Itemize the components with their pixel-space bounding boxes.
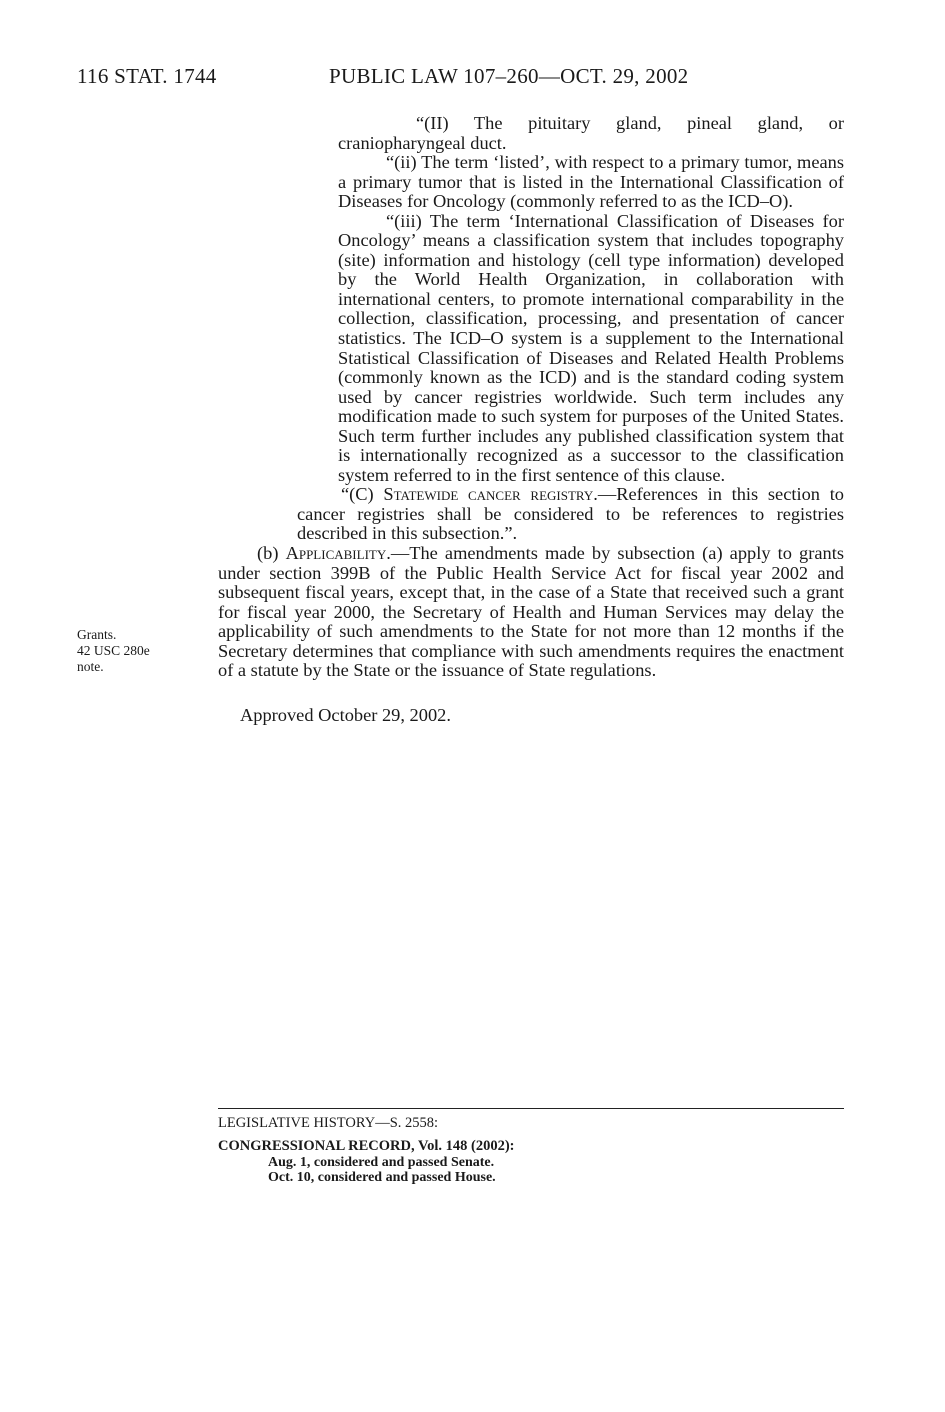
divider-rule xyxy=(218,1108,844,1109)
paragraph-heading: Statewide cancer registry xyxy=(383,484,594,505)
stat-page-number: 116 STAT. 1744 xyxy=(77,64,217,88)
legislative-history-title: LEGISLATIVE HISTORY—S. 2558: xyxy=(218,1115,439,1131)
paragraph-heading: Applicability xyxy=(285,543,387,564)
paragraph-clause-ii: “(ii) The term ‘listed’, with respect to a primary tumor, means a primary tumor that is listed in the International Classification of Diseases for Oncology (commonly referred to as the ICD–O). xyxy=(338,152,844,212)
paragraph-prefix: “(C) xyxy=(341,484,384,505)
approval-date: Approved October 29, 2002. xyxy=(240,704,451,725)
margin-note xyxy=(77,627,207,675)
margin-note-line: note. xyxy=(77,659,104,674)
legislative-history xyxy=(218,1108,844,1185)
paragraph-subclause-ii: “(II) The pituitary gland, pineal gland, or craniopharyngeal duct. xyxy=(338,113,844,153)
legislative-history-item: Aug. 1, considered and passed Senate. xyxy=(268,1155,495,1170)
paragraph-clause-iii: “(iii) The term ‘International Classification of Diseases for Oncology’ means a classification system that includes topography (site) information and histology (cell type information) developed by the World Health Organization, in collaboration with international centers, to promote international comparability in the collection, classification, processing, and presentation of cancer statistics. The ICD–O system is a supplement to the International Statistical Classification of Diseases and Related Health Problems (commonly known as the ICD) and is the standard coding system used by cancer registries worldwide. Such term includes any modification made to such system for purposes of the United States. Such term further includes any published classification system that is internationally recognized as a successor to the classification system referred to in the first sentence of this clause. xyxy=(338,210,844,485)
running-head xyxy=(77,64,847,94)
margin-note-line: Grants. xyxy=(77,627,117,642)
paragraph-subsection-b xyxy=(218,544,844,681)
body-text xyxy=(218,114,844,725)
paragraph-prefix: (b) xyxy=(257,543,286,564)
margin-note-line: 42 USC 280e xyxy=(77,643,150,658)
law-title: PUBLIC LAW 107–260—OCT. 29, 2002 xyxy=(329,64,689,88)
paragraph-subparagraph-c xyxy=(297,485,844,544)
paragraph-text: .—The amendments made by subsection (a) apply to grants under section 399B of the Public Health Service Act for fiscal year 2002 and subsequent fiscal years, except that, in the case of a State that received such a grant for fiscal year 2000, the Secretary of Health and Human Services may delay the applicability of such amendments to the State for not more than 12 months if the Secretary determines that compliance with such amendments requires the enactment of a statute by the State or the issuance of State regulations. xyxy=(218,543,845,681)
legislative-history-item: Oct. 10, considered and passed House. xyxy=(268,1170,496,1185)
paragraph-text: .—References in this section to cancer registries shall be considered to be references to registries described in this subsection.”. xyxy=(297,484,844,544)
congressional-record: CONGRESSIONAL RECORD, Vol. 148 (2002): xyxy=(218,1138,515,1154)
